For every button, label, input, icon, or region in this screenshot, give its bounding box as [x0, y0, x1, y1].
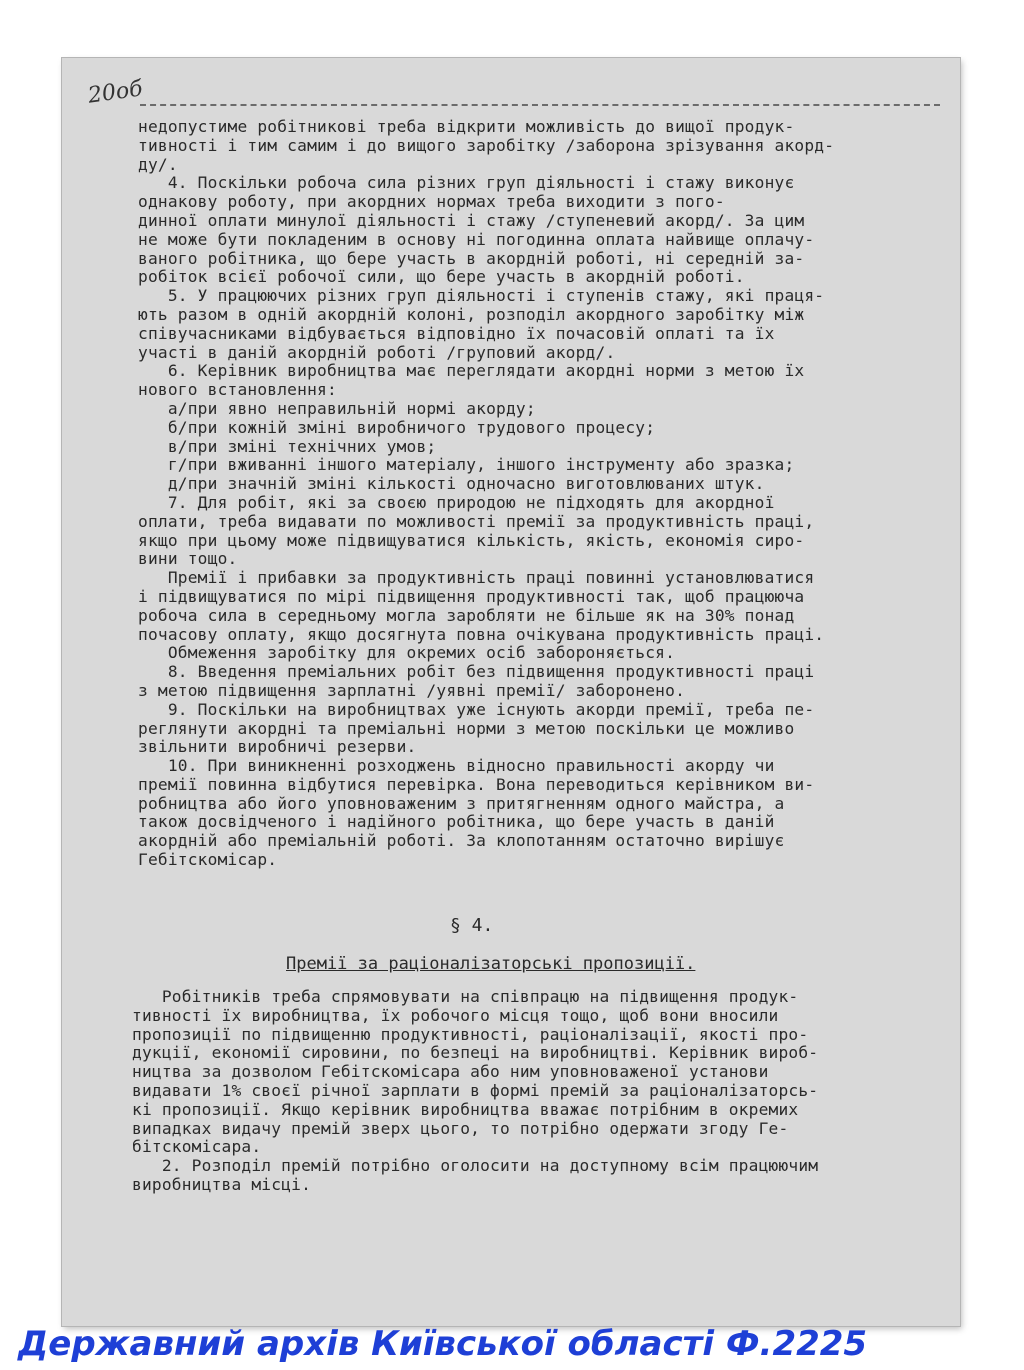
text-line: не може бути покладеним в основу ні погодинна оплата найвище оплачу- [138, 229, 815, 249]
text-line: 6. Керівник виробництва має переглядати акордні норми з метою їх [138, 361, 805, 381]
text-line: 9. Поскільки на виробництвах уже існують акорди премії, треба пе- [138, 699, 815, 719]
text-line: ництва за дозволом Гебітскомісара або ним уповноваженої установи [132, 1062, 769, 1082]
text-line: 4. Поскільки робоча сила різних груп діяльності і стажу виконує [138, 173, 795, 193]
section-text [132, 988, 952, 1195]
text-line: робництва або його уповноваженим з притягненням одного майстра, а [138, 793, 785, 813]
text-line: пропозиції по підвищенню продуктивності, раціоналізації, якості про- [132, 1024, 809, 1044]
text-line: вини тощо. [138, 549, 238, 569]
text-line: Обмеження заробітку для окремих осіб забороняється. [138, 643, 676, 663]
text-line: і підвищуватися по мірі підвищення продуктивності так, щоб працююча [138, 586, 805, 606]
text-line: ду/. [138, 154, 178, 174]
text-line: акордній або преміальній роботі. За клопотанням остаточно вирішує [138, 831, 785, 851]
text-line: однакову роботу, при акордних нормах треба виходити з пого- [138, 192, 725, 212]
text-line: співучасниками відбувається відповідно їх почасовій оплаті та їх [138, 323, 775, 343]
text-line: також досвідченого і надійного робітника, що бере участь в даній [138, 812, 775, 832]
section-title: Премії за раціоналізаторські пропозиції. [286, 954, 696, 974]
text-line: почасову оплату, якщо досягнута повна очікувана продуктивність праці. [138, 624, 825, 644]
text-line: Премії і прибавки за продуктивність праці повинні установлюватися [138, 568, 815, 588]
text-line: ваного робітника, що бере участь в акордній роботі, ні середній за- [138, 248, 805, 268]
text-line: кі пропозиції. Якщо керівник виробництва вважає потрібним в окремих [132, 1099, 799, 1119]
text-line: 10. При виникненні розходжень відносно правильності акорду чи [138, 756, 775, 776]
text-line: оплати, треба видавати по можливості премії за продуктивність праці, [138, 511, 815, 531]
text-line: нового встановлення: [138, 380, 337, 400]
text-line: тивності їх виробництва, їх робочого місця тощо, щоб вони вносили [132, 1005, 779, 1025]
text-line: дукції, економії сировини, по безпеці на виробництві. Керівник вироб- [132, 1043, 819, 1063]
dashed-rule [140, 104, 940, 106]
text-line: бітскомісара. [132, 1137, 262, 1157]
text-line: ють разом в одній акордній колоні, розподіл акордного заробітку між [138, 304, 805, 324]
body-text [138, 118, 948, 870]
archive-caption: Державний архів Київської області Ф.2225 [18, 1324, 868, 1364]
text-line: робіток всієї робочої сили, що бере участь в акордній роботі. [138, 267, 745, 287]
text-line: видавати 1% своєї річної зарплати в формі премій за раціоналізаторсь- [132, 1080, 819, 1100]
text-line: з метою підвищення зарплатні /уявні премії/ заборонено. [138, 680, 686, 700]
section-number: § 4. [450, 915, 494, 936]
text-line: звільнити виробничі резерви. [138, 737, 417, 757]
text-line: б/при кожній зміні виробничого трудового процесу; [138, 417, 656, 437]
text-line: Гебітскомісар. [138, 850, 278, 870]
text-line: 5. У працюючих різних груп діяльності і ступенів стажу, які праця- [138, 286, 825, 306]
text-line: випадках видачу премій зверх цього, то потрібно одержати згоду Ге- [132, 1118, 789, 1138]
text-line: Робітників треба спрямовувати на співпрацю на підвищення продук- [132, 987, 799, 1006]
text-line: участі в даній акордній роботі /груповий акорд/. [138, 342, 616, 362]
text-line: виробництва місці. [132, 1174, 312, 1194]
text-line: г/при вживанні іншого матеріалу, іншого інструменту або зразка; [138, 455, 795, 475]
text-line: тивності і тим самим і до вищого заробітку /заборона зрізування акорд- [138, 135, 835, 155]
text-line: 7. Для робіт, які за своєю природою не підходять для акордної [138, 492, 775, 512]
text-line: а/при явно неправильній нормі акорду; [138, 398, 536, 418]
text-line: д/при значній зміні кількості одночасно виготовлюваних штук. [138, 474, 765, 494]
text-line: якщо при цьому може підвищуватися кількість, якість, економія сиро- [138, 530, 805, 550]
text-line: робоча сила в середньому могла заробляти не більше як на 30% понад [138, 605, 795, 625]
folio-number: 20об [86, 76, 145, 109]
text-line: в/при зміні технічних умов; [138, 436, 437, 456]
text-line: реглянути акордні та преміальні норми з метою поскільки це можливо [138, 718, 795, 738]
text-line: премії повинна відбутися перевірка. Вона переводиться керівником ви- [138, 774, 815, 794]
text-line: 2. Розподіл премій потрібно оголосити на доступному всім працюючим [132, 1156, 819, 1176]
text-line: 8. Введення преміальних робіт без підвищення продуктивності праці [138, 662, 815, 682]
text-line: динної оплати минулої діяльності і стажу /ступеневий акорд/. За цим [138, 210, 805, 230]
text-line: недопустиме робітникові треба відкрити можливість до вищої продук- [138, 117, 795, 136]
